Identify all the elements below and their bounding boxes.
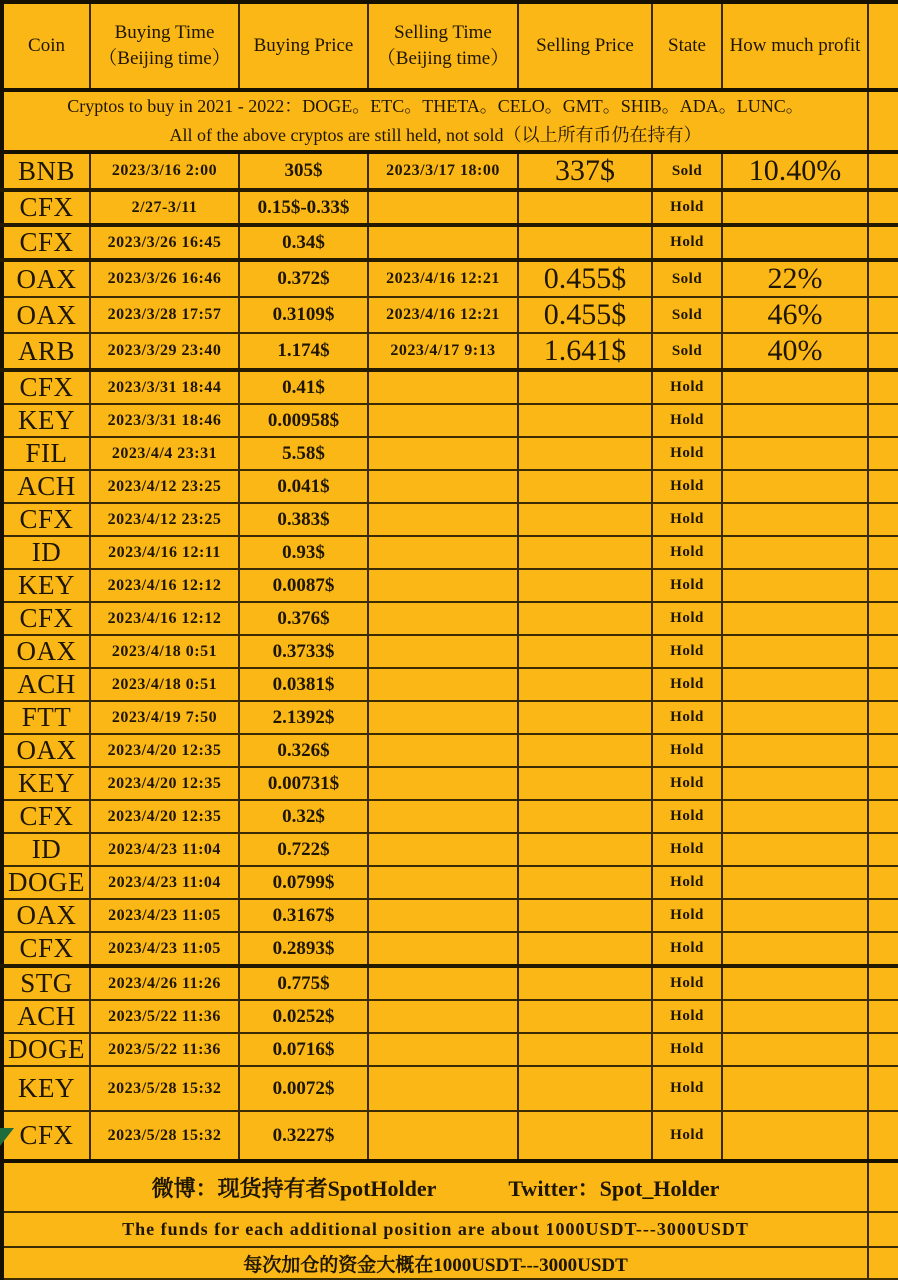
profit-cell	[722, 1066, 868, 1111]
col-header-profit	[722, 2, 868, 90]
state-cell: Hold	[652, 668, 722, 701]
spacer-cell	[868, 734, 898, 767]
spacer-cell	[868, 767, 898, 800]
selling-time-cell	[368, 800, 518, 833]
selling-time-cell	[368, 767, 518, 800]
buying-price-cell: 0.0087$	[239, 569, 368, 602]
funds-note-cn: 每次加仓的资金大概在1000USDT---3000USDT	[2, 1247, 868, 1279]
col-header-selling-time-sub: （Beijing time）	[376, 48, 510, 69]
coin-cell: CFX	[2, 602, 90, 635]
buying-time-cell: 2023/4/16 12:12	[90, 602, 239, 635]
selling-time-cell	[368, 1111, 518, 1161]
coin-cell: KEY	[2, 1066, 90, 1111]
selling-time-cell	[368, 966, 518, 1000]
selling-time-cell	[368, 1066, 518, 1111]
table-row	[2, 260, 898, 297]
coin-cell: CFX	[2, 225, 90, 260]
table-row	[2, 152, 898, 190]
buying-time-cell: 2023/4/20 12:35	[90, 800, 239, 833]
profit-cell	[722, 503, 868, 536]
social-cell	[2, 1161, 868, 1212]
buying-time-cell: 2023/5/28 15:32	[90, 1111, 239, 1161]
buying-time-cell: 2023/3/31 18:46	[90, 404, 239, 437]
table-row	[2, 1111, 898, 1161]
spacer-cell	[868, 536, 898, 569]
coin-cell: OAX	[2, 260, 90, 297]
profit-cell	[722, 1033, 868, 1066]
note-spacer-cell	[868, 90, 898, 152]
buying-time-cell: 2023/4/20 12:35	[90, 734, 239, 767]
social-row	[2, 1161, 898, 1212]
selling-time-cell	[368, 932, 518, 966]
coin-cell: CFX	[2, 800, 90, 833]
buying-time-cell: 2023/4/20 12:35	[90, 767, 239, 800]
table-row	[2, 1000, 898, 1033]
spacer-cell	[868, 899, 898, 932]
buying-price-cell: 305$	[239, 152, 368, 190]
coin-cell: OAX	[2, 635, 90, 668]
selling-price-cell	[518, 225, 652, 260]
buying-price-cell: 2.1392$	[239, 701, 368, 734]
buying-price-cell: 0.0716$	[239, 1033, 368, 1066]
buying-price-cell: 0.3733$	[239, 635, 368, 668]
buying-time-cell: 2023/4/18 0:51	[90, 668, 239, 701]
col-header-state	[652, 2, 722, 90]
buying-time-cell: 2023/3/29 23:40	[90, 333, 239, 370]
buying-price-cell: 0.00958$	[239, 404, 368, 437]
table-row	[2, 536, 898, 569]
buying-time-cell: 2023/4/4 23:31	[90, 437, 239, 470]
profit-cell: 46%	[722, 297, 868, 333]
buying-price-cell: 1.174$	[239, 333, 368, 370]
buying-price-cell: 0.32$	[239, 800, 368, 833]
buying-time-cell: 2023/5/22 11:36	[90, 1000, 239, 1033]
coin-cell: OAX	[2, 297, 90, 333]
state-cell: Hold	[652, 602, 722, 635]
table-row	[2, 767, 898, 800]
selling-time-cell: 2023/4/16 12:21	[368, 260, 518, 297]
state-cell: Hold	[652, 190, 722, 225]
col-header-selling-time-label: Selling Time	[394, 22, 492, 44]
selling-time-cell	[368, 899, 518, 932]
coin-cell: ACH	[2, 470, 90, 503]
selling-price-cell	[518, 404, 652, 437]
table-row	[2, 701, 898, 734]
spacer-cell	[868, 833, 898, 866]
col-header-spacer	[868, 2, 898, 90]
buying-price-cell: 0.3167$	[239, 899, 368, 932]
profit-cell	[722, 470, 868, 503]
profit-cell	[722, 437, 868, 470]
selling-time-cell	[368, 536, 518, 569]
selling-price-cell	[518, 569, 652, 602]
coin-cell: ARB	[2, 333, 90, 370]
spacer-cell	[868, 503, 898, 536]
buying-time-cell: 2023/4/26 11:26	[90, 966, 239, 1000]
selling-time-cell	[368, 701, 518, 734]
buying-time-cell: 2023/3/31 18:44	[90, 370, 239, 404]
spacer-cell	[868, 932, 898, 966]
table-row	[2, 370, 898, 404]
table-row	[2, 470, 898, 503]
selling-time-cell: 2023/3/17 18:00	[368, 152, 518, 190]
col-header-buying-price-label: Buying Price	[253, 35, 354, 57]
coin-cell: ID	[2, 536, 90, 569]
coin-cell: DOGE	[2, 866, 90, 899]
selling-time-cell	[368, 602, 518, 635]
selling-price-cell	[518, 1000, 652, 1033]
buying-price-cell: 0.34$	[239, 225, 368, 260]
table-row	[2, 932, 898, 966]
spacer-cell	[868, 1000, 898, 1033]
col-header-state-label: State	[668, 35, 706, 57]
selling-price-cell	[518, 833, 652, 866]
profit-cell	[722, 734, 868, 767]
spacer-cell	[868, 1033, 898, 1066]
spacer-cell	[868, 800, 898, 833]
state-cell: Hold	[652, 370, 722, 404]
selling-time-cell	[368, 470, 518, 503]
spacer-cell	[868, 1111, 898, 1161]
twitter-handle: Twitter：Spot_Holder	[508, 1175, 720, 1201]
spacer-cell	[868, 635, 898, 668]
funds-note-en: The funds for each additional position are about 1000USDT---3000USDT	[2, 1212, 868, 1247]
buying-price-cell: 0.3109$	[239, 297, 368, 333]
table-row	[2, 190, 898, 225]
state-cell: Hold	[652, 1066, 722, 1111]
profit-cell	[722, 899, 868, 932]
buying-price-cell: 0.0381$	[239, 668, 368, 701]
table-row	[2, 569, 898, 602]
table-row	[2, 899, 898, 932]
state-cell: Hold	[652, 701, 722, 734]
coin-cell: ID	[2, 833, 90, 866]
buying-price-cell: 0.326$	[239, 734, 368, 767]
funds-en-spacer-cell	[868, 1212, 898, 1247]
buying-price-cell: 0.041$	[239, 470, 368, 503]
spacer-cell	[868, 602, 898, 635]
state-cell: Hold	[652, 767, 722, 800]
coin-cell: BNB	[2, 152, 90, 190]
buying-time-cell: 2023/3/16 2:00	[90, 152, 239, 190]
selling-time-cell	[368, 437, 518, 470]
profit-cell	[722, 932, 868, 966]
spacer-cell	[868, 260, 898, 297]
selling-time-cell	[368, 225, 518, 260]
selling-price-cell	[518, 1111, 652, 1161]
spacer-cell	[868, 1066, 898, 1111]
selling-price-cell	[518, 503, 652, 536]
spacer-cell	[868, 470, 898, 503]
state-cell: Hold	[652, 1111, 722, 1161]
col-header-buying-time-label: Buying Time	[114, 22, 215, 44]
state-cell: Hold	[652, 404, 722, 437]
buying-time-cell: 2023/4/19 7:50	[90, 701, 239, 734]
buying-time-cell: 2023/4/18 0:51	[90, 635, 239, 668]
coin-cell: CFX	[2, 503, 90, 536]
profit-cell	[722, 866, 868, 899]
coin-cell: CFX	[2, 1111, 90, 1161]
col-header-coin-label: Coin	[28, 35, 65, 57]
selling-price-cell	[518, 370, 652, 404]
selling-time-cell: 2023/4/17 9:13	[368, 333, 518, 370]
note-line2: All of the above cryptos are still held, not sold（以上所有币仍在持有）	[169, 125, 702, 145]
state-cell: Hold	[652, 470, 722, 503]
profit-cell	[722, 701, 868, 734]
selling-price-cell	[518, 668, 652, 701]
profit-cell	[722, 635, 868, 668]
selling-time-cell	[368, 569, 518, 602]
table-row	[2, 437, 898, 470]
profit-cell: 10.40%	[722, 152, 868, 190]
buying-time-cell: 2023/3/26 16:46	[90, 260, 239, 297]
state-cell: Sold	[652, 297, 722, 333]
table-row	[2, 225, 898, 260]
table-row	[2, 734, 898, 767]
spacer-cell	[868, 569, 898, 602]
buying-price-cell: 5.58$	[239, 437, 368, 470]
coin-cell: KEY	[2, 767, 90, 800]
profit-cell	[722, 404, 868, 437]
buying-time-cell: 2023/4/23 11:04	[90, 866, 239, 899]
coin-cell: KEY	[2, 569, 90, 602]
table-row	[2, 297, 898, 333]
selling-price-cell	[518, 899, 652, 932]
coin-cell: ACH	[2, 1000, 90, 1033]
selling-time-cell	[368, 668, 518, 701]
spacer-cell	[868, 333, 898, 370]
profit-cell: 40%	[722, 333, 868, 370]
state-cell: Hold	[652, 833, 722, 866]
table-row	[2, 635, 898, 668]
state-cell: Hold	[652, 966, 722, 1000]
col-header-selling-time	[368, 2, 518, 90]
coin-cell: KEY	[2, 404, 90, 437]
table-row	[2, 404, 898, 437]
funds-note-cn-row	[2, 1247, 898, 1279]
col-header-coin	[2, 2, 90, 90]
selling-time-cell	[368, 1000, 518, 1033]
spacer-cell	[868, 225, 898, 260]
table-row	[2, 966, 898, 1000]
selling-price-cell	[518, 966, 652, 1000]
selling-time-cell	[368, 734, 518, 767]
table-row	[2, 800, 898, 833]
coin-cell: DOGE	[2, 1033, 90, 1066]
profit-cell	[722, 800, 868, 833]
selling-price-cell: 0.455$	[518, 260, 652, 297]
table-row	[2, 866, 898, 899]
selling-price-cell	[518, 1066, 652, 1111]
state-cell: Sold	[652, 260, 722, 297]
state-cell: Hold	[652, 1033, 722, 1066]
selling-time-cell: 2023/4/16 12:21	[368, 297, 518, 333]
selling-time-cell	[368, 833, 518, 866]
profit-cell	[722, 225, 868, 260]
coin-cell: STG	[2, 966, 90, 1000]
col-header-buying-time-sub: （Beijing time）	[98, 48, 231, 69]
funds-cn-spacer-cell	[868, 1247, 898, 1279]
profit-cell	[722, 190, 868, 225]
selling-time-cell	[368, 190, 518, 225]
buying-time-cell: 2023/3/28 17:57	[90, 297, 239, 333]
state-cell: Sold	[652, 152, 722, 190]
table-row	[2, 333, 898, 370]
selling-price-cell	[518, 734, 652, 767]
buying-price-cell: 0.3227$	[239, 1111, 368, 1161]
state-cell: Hold	[652, 536, 722, 569]
profit-cell: 22%	[722, 260, 868, 297]
selling-price-cell	[518, 536, 652, 569]
table-row	[2, 602, 898, 635]
green-corner-mark	[0, 1128, 14, 1146]
selling-time-cell	[368, 370, 518, 404]
buying-time-cell: 2/27-3/11	[90, 190, 239, 225]
spacer-cell	[868, 370, 898, 404]
buying-price-cell: 0.0072$	[239, 1066, 368, 1111]
profit-cell	[722, 1000, 868, 1033]
coin-cell: ACH	[2, 668, 90, 701]
coin-cell: FTT	[2, 701, 90, 734]
buying-time-cell: 2023/3/26 16:45	[90, 225, 239, 260]
spacer-cell	[868, 437, 898, 470]
table-row	[2, 503, 898, 536]
buying-price-cell: 0.41$	[239, 370, 368, 404]
selling-time-cell	[368, 866, 518, 899]
buying-price-cell: 0.93$	[239, 536, 368, 569]
buying-time-cell: 2023/4/23 11:04	[90, 833, 239, 866]
buying-price-cell: 0.2893$	[239, 932, 368, 966]
spacer-cell	[868, 152, 898, 190]
state-cell: Hold	[652, 225, 722, 260]
spacer-cell	[868, 966, 898, 1000]
coin-cell: CFX	[2, 370, 90, 404]
buying-time-cell: 2023/4/16 12:11	[90, 536, 239, 569]
profit-cell	[722, 1111, 868, 1161]
buying-price-cell: 0.383$	[239, 503, 368, 536]
selling-time-cell	[368, 635, 518, 668]
state-cell: Hold	[652, 1000, 722, 1033]
state-cell: Sold	[652, 333, 722, 370]
selling-time-cell	[368, 503, 518, 536]
col-header-profit-label: How much profit	[729, 35, 861, 57]
selling-price-cell	[518, 470, 652, 503]
header-row	[2, 2, 898, 90]
buying-price-cell: 0.372$	[239, 260, 368, 297]
col-header-selling-price-label: Selling Price	[536, 35, 634, 57]
social-spacer-cell	[868, 1161, 898, 1212]
profit-cell	[722, 668, 868, 701]
funds-note-en-row	[2, 1212, 898, 1247]
buying-time-cell: 2023/5/22 11:36	[90, 1033, 239, 1066]
buying-time-cell: 2023/4/23 11:05	[90, 932, 239, 966]
profit-cell	[722, 536, 868, 569]
table-row	[2, 833, 898, 866]
note-text	[2, 90, 868, 152]
coin-cell: FIL	[2, 437, 90, 470]
buying-price-cell: 0.15$-0.33$	[239, 190, 368, 225]
col-header-buying-time	[90, 2, 239, 90]
selling-price-cell	[518, 767, 652, 800]
selling-price-cell: 1.641$	[518, 333, 652, 370]
state-cell: Hold	[652, 899, 722, 932]
note-line1: Cryptos to buy in 2021 - 2022：DOGE。ETC。THETA。CELO。GMT。SHIB。ADA。LUNC。	[67, 96, 804, 117]
selling-price-cell	[518, 800, 652, 833]
table-row	[2, 1066, 898, 1111]
state-cell: Hold	[652, 800, 722, 833]
selling-price-cell	[518, 701, 652, 734]
state-cell: Hold	[652, 503, 722, 536]
coin-cell: OAX	[2, 899, 90, 932]
selling-price-cell	[518, 190, 652, 225]
buying-price-cell: 0.0252$	[239, 1000, 368, 1033]
spacer-cell	[868, 668, 898, 701]
profit-cell	[722, 833, 868, 866]
state-cell: Hold	[652, 635, 722, 668]
state-cell: Hold	[652, 932, 722, 966]
buying-price-cell: 0.775$	[239, 966, 368, 1000]
profit-cell	[722, 370, 868, 404]
col-header-buying-price	[239, 2, 368, 90]
state-cell: Hold	[652, 569, 722, 602]
selling-price-cell	[518, 866, 652, 899]
profit-cell	[722, 767, 868, 800]
table-row	[2, 668, 898, 701]
table-row	[2, 1033, 898, 1066]
profit-cell	[722, 602, 868, 635]
spacer-cell	[868, 404, 898, 437]
buying-time-cell: 2023/4/12 23:25	[90, 503, 239, 536]
buying-time-cell: 2023/4/16 12:12	[90, 569, 239, 602]
coin-cell: CFX	[2, 190, 90, 225]
selling-price-cell: 337$	[518, 152, 652, 190]
state-cell: Hold	[652, 437, 722, 470]
state-cell: Hold	[652, 866, 722, 899]
selling-time-cell	[368, 404, 518, 437]
buying-time-cell: 2023/5/28 15:32	[90, 1066, 239, 1111]
spacer-cell	[868, 866, 898, 899]
profit-cell	[722, 569, 868, 602]
note-row	[2, 90, 898, 152]
selling-price-cell	[518, 437, 652, 470]
buying-price-cell: 0.722$	[239, 833, 368, 866]
state-cell: Hold	[652, 734, 722, 767]
data-rows	[2, 152, 898, 1161]
buying-price-cell: 0.376$	[239, 602, 368, 635]
selling-price-cell	[518, 635, 652, 668]
buying-time-cell: 2023/4/23 11:05	[90, 899, 239, 932]
selling-price-cell	[518, 602, 652, 635]
selling-price-cell	[518, 1033, 652, 1066]
coin-cell: CFX	[2, 932, 90, 966]
buying-price-cell: 0.0799$	[239, 866, 368, 899]
weibo-handle: 微博：现货持有者SpotHolder	[151, 1175, 437, 1201]
selling-price-cell: 0.455$	[518, 297, 652, 333]
col-header-selling-price	[518, 2, 652, 90]
spacer-cell	[868, 701, 898, 734]
buying-time-cell: 2023/4/12 23:25	[90, 470, 239, 503]
profit-cell	[722, 966, 868, 1000]
spacer-cell	[868, 297, 898, 333]
selling-price-cell	[518, 932, 652, 966]
coin-cell: OAX	[2, 734, 90, 767]
spacer-cell	[868, 190, 898, 225]
buying-price-cell: 0.00731$	[239, 767, 368, 800]
selling-time-cell	[368, 1033, 518, 1066]
